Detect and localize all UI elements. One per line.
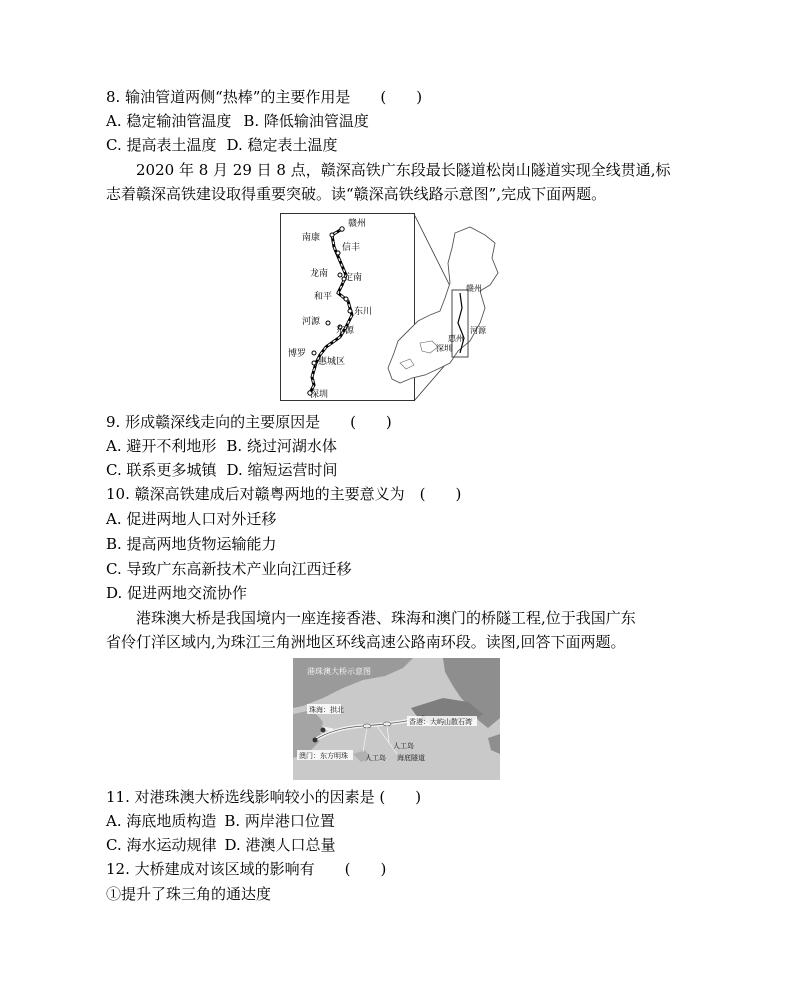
q8-stem: 8. 输油管道两侧“热棒”的主要作用是 ( ) — [106, 88, 423, 106]
q11-options-row1 — [106, 811, 335, 831]
q9-option-a: A. 避开不利地形 — [106, 437, 217, 455]
artificial-island-1 — [363, 724, 371, 728]
q10-option-c: C. 导致广东高新技术产业向江西迁移 — [106, 560, 352, 578]
q10-option-b: B. 提高两地货物运输能力 — [106, 535, 277, 553]
q10-option-a: A. 促进两地人口对外迁移 — [106, 510, 277, 528]
intro1-line2: 志着赣深高铁建设取得重要突破。读“赣深高铁线路示意图”,完成下面两题。 — [106, 185, 607, 203]
station-dingnan: 定南 — [344, 273, 363, 283]
q8-option-a: A. 稳定输油管温度 — [106, 112, 232, 130]
hzmb-map — [293, 658, 500, 780]
q11-options-row2 — [106, 835, 336, 855]
station-heping: 和平 — [314, 292, 333, 302]
intro2-line1: 港珠澳大桥是我国境内一座连接香港、珠海和澳门的桥隧工程,位于我国广东 — [136, 609, 636, 627]
q8-option-b: B. 降低输油管温度 — [243, 112, 369, 130]
q8-options-row2 — [106, 135, 338, 155]
q9-option-c: C. 联系更多城镇 — [106, 461, 217, 479]
q8-option-d: D. 稳定表土温度 — [226, 136, 338, 154]
station-huicheng: 惠城区 — [318, 357, 346, 367]
label-artificial-island-1: 人工岛 — [393, 742, 414, 750]
q9-options-row1 — [106, 436, 337, 456]
q11-option-a: A. 海底地质构造 — [106, 812, 217, 830]
intro2-line2: 省伶仃洋区域内,为珠江三角洲地区环线高速公路南环段。读图,回答下面两题。 — [106, 633, 626, 651]
station-ganzhou: 赣州 — [348, 219, 367, 229]
prov-label-ganzhou: 赣州 — [466, 284, 482, 293]
station-dongchuan: 东川 — [354, 307, 373, 317]
q10-option-d: D. 促进两地交流协作 — [106, 584, 248, 602]
station-xinfeng: 信丰 — [342, 243, 361, 253]
q9-option-b: B. 绕过河湖水体 — [226, 437, 337, 455]
q11-option-b: B. 两岸港口位置 — [224, 812, 335, 830]
station-boluo: 博罗 — [288, 349, 307, 359]
intro1-line1: 2020 年 8 月 29 日 8 点，赣深高铁广东段最长隧道松岗山隧道实现全线贯通,标 — [136, 161, 671, 179]
label-artificial-island-2: 人工岛 — [365, 754, 386, 762]
q12-stem: 12. 大桥建成对该区域的影响有 ( ) — [106, 860, 387, 878]
q9-options-row2 — [106, 460, 338, 480]
q11-stem: 11. 对港珠澳大桥选线影响较小的因素是 ( ) — [106, 788, 422, 806]
station-nankang: 南康 — [302, 233, 321, 243]
station-dongyuan: 东源 — [336, 326, 355, 336]
ganshen-railway-map — [280, 213, 505, 402]
q9-stem: 9. 形成赣深线走向的主要原因是 ( ) — [106, 413, 392, 431]
station-heyuan: 河源 — [302, 317, 321, 327]
station-longnan: 龙南 — [310, 269, 329, 279]
prov-label-huizhou: 惠州 — [448, 334, 464, 343]
q10-stem: 10. 赣深高铁建成后对赣粤两地的主要意义为 ( ) — [106, 485, 462, 503]
prov-label-heyuan: 河源 — [470, 326, 486, 335]
zhuhai-point — [321, 728, 326, 733]
prov-label-shenzhen: 深圳 — [436, 344, 452, 353]
label-undersea-tunnel: 海底隧道 — [397, 754, 425, 762]
label-macau: 澳门：东方明珠 — [299, 752, 348, 760]
q11-option-c: C. 海水运动规律 — [106, 836, 217, 854]
macau-point — [313, 738, 318, 743]
label-hongkong: 香港：大屿山散石湾 — [409, 718, 472, 726]
map2-title: 港珠澳大桥示意图 — [307, 667, 371, 676]
label-zhuhai: 珠海：拱北 — [309, 706, 344, 714]
q8-options-row1 — [106, 111, 369, 131]
q11-option-d: D. 港澳人口总量 — [224, 836, 336, 854]
station-shenzhen: 深圳 — [310, 390, 329, 400]
q9-option-d: D. 缩短运营时间 — [226, 461, 338, 479]
q8-option-c: C. 提高表土温度 — [106, 136, 217, 154]
artificial-island-2 — [383, 722, 391, 726]
q12-item-1: ①提升了珠三角的通达度 — [106, 885, 272, 903]
